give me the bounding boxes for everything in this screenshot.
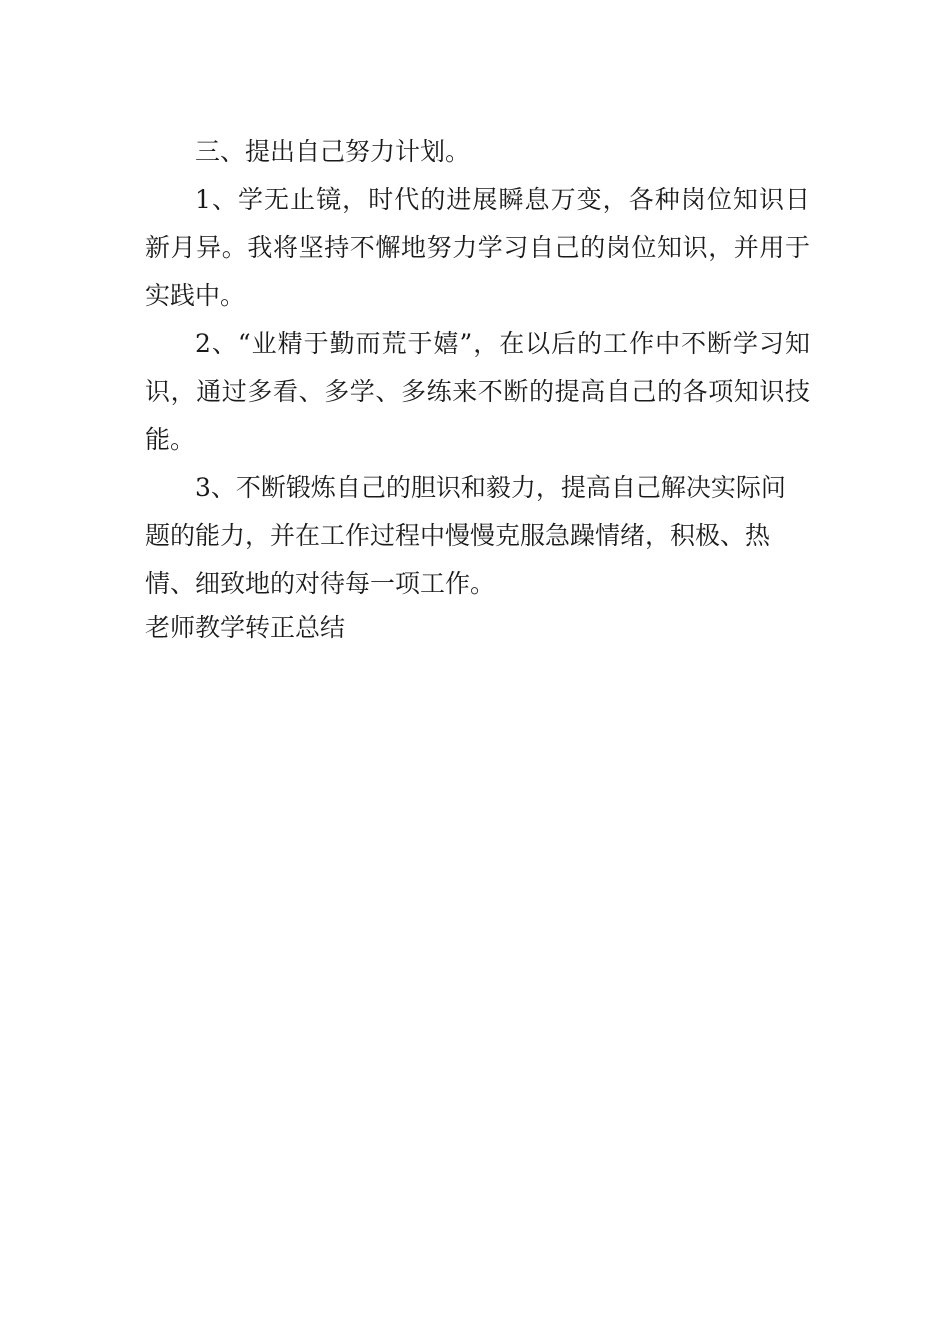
plan-item-2: 2、“业精于勤而荒于嬉”，在以后的工作中不断学习知识，通过多看、多学、多练来不断的提高自己的各项知识技能。: [145, 329, 810, 454]
document-body: [145, 128, 810, 648]
plan-item-1: 1、学无止镜，时代的进展瞬息万变，各种岗位知识日新月异。我将坚持不懈地努力学习自己的岗位知识，并用于实践中。: [145, 185, 810, 310]
next-document-title: 老师教学转正总结: [145, 613, 346, 642]
section-heading: 三、提出自己努力计划。: [195, 137, 471, 166]
plan-item-3: 3、不断锻炼自己的胆识和毅力，提高自己解决实际问题的能力，并在工作过程中慢慢克服急躁情绪，积极、热情、细致地的对待每一项工作。: [145, 473, 786, 598]
